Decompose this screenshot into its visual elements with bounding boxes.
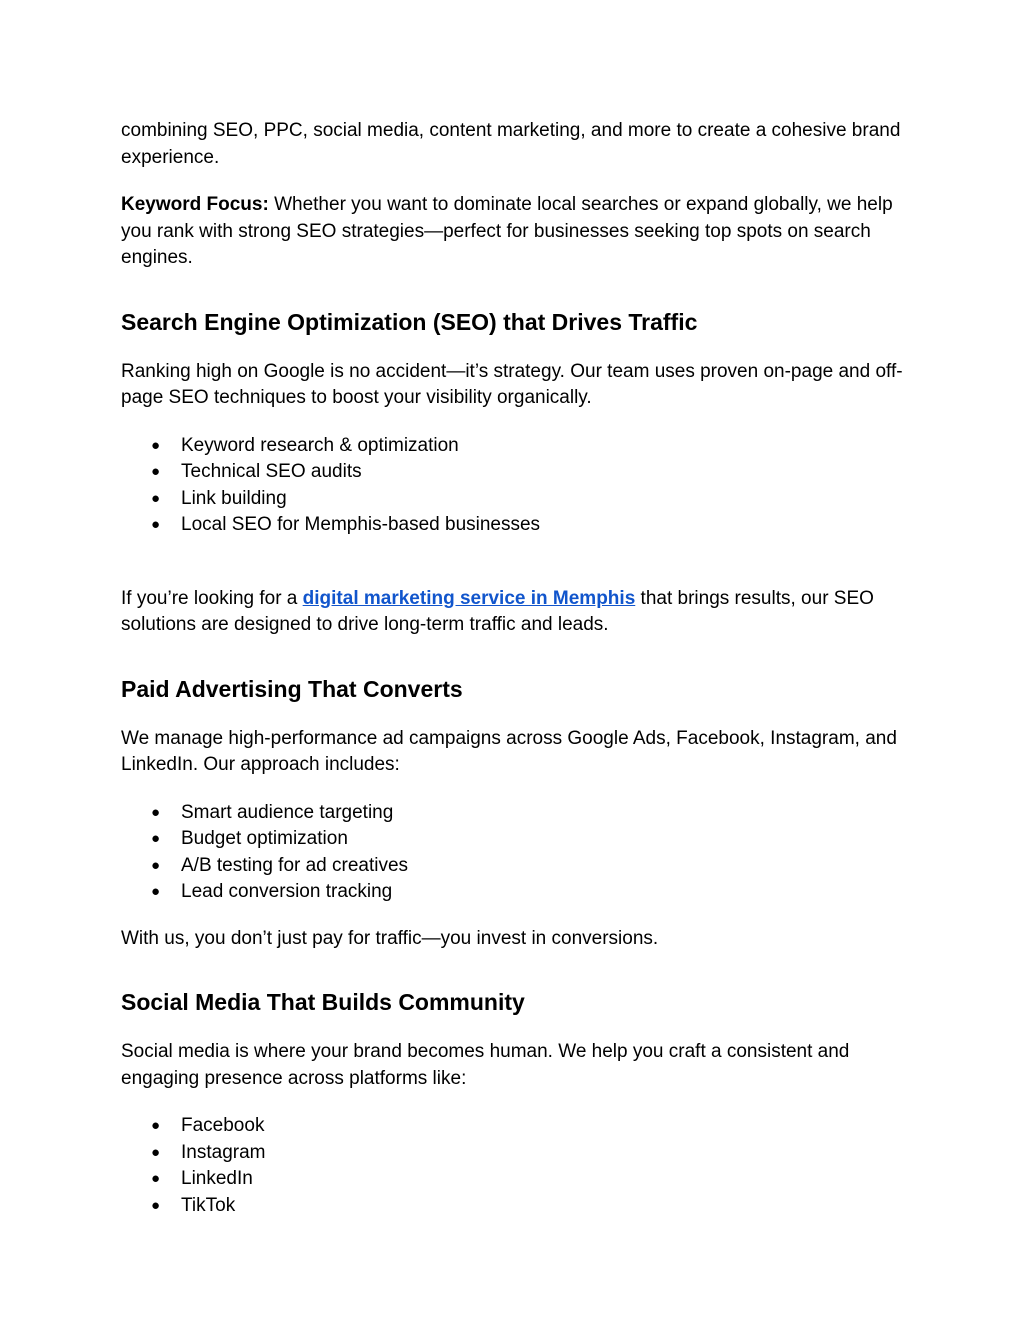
seo-cta-before: If you’re looking for a <box>121 587 303 609</box>
list-item: ● TikTok <box>121 1193 911 1220</box>
list-item: ● Facebook <box>121 1113 911 1140</box>
list-item: ● A/B testing for ad creatives <box>121 853 911 880</box>
keyword-focus-label: Keyword Focus: <box>121 194 269 215</box>
seo-list <box>121 433 911 539</box>
list-item: ● Keyword research & optimization <box>121 433 911 460</box>
social-list <box>121 1113 911 1219</box>
list-item: ● Smart audience targeting <box>121 800 911 827</box>
social-heading: Social Media That Builds Community <box>121 989 525 1015</box>
keyword-focus-paragraph <box>121 192 911 272</box>
paid-list <box>121 800 911 906</box>
paid-paragraph: We manage high-performance ad campaigns across Google Ads, Facebook, Instagram, and LinkedIn. Our approach includes: <box>121 727 897 775</box>
digital-marketing-link[interactable]: digital marketing service in Memphis <box>302 587 636 609</box>
list-item: ● LinkedIn <box>121 1166 911 1193</box>
intro-paragraph: combining SEO, PPC, social media, content marketing, and more to create a cohesive brand experience. <box>121 120 901 168</box>
keyword-focus-text: Whether you want to dominate local searches or expand globally, we help you rank with strong SEO strategies—perfect for businesses seeking top spots on search engines. <box>121 194 893 268</box>
seo-heading: Search Engine Optimization (SEO) that Drives Traffic <box>121 308 698 335</box>
list-item: ● Lead conversion tracking <box>121 879 911 906</box>
list-item: ● Technical SEO audits <box>121 459 911 486</box>
paid-heading: Paid Advertising That Converts <box>121 675 463 702</box>
list-item: ● Link building <box>121 486 911 513</box>
list-item: ● Local SEO for Memphis-based businesses <box>121 512 911 539</box>
list-item: ● Instagram <box>121 1140 911 1167</box>
document-page <box>121 118 911 1219</box>
paid-closing: With us, you don’t just pay for traffic—you invest in conversions. <box>121 927 659 949</box>
social-paragraph: Social media is where your brand becomes human. We help you craft a consistent and engaging presence across platforms like: <box>121 1041 850 1089</box>
list-item: ● Budget optimization <box>121 826 911 853</box>
seo-paragraph: Ranking high on Google is no accident—it’s strategy. Our team uses proven on-page and off-page SEO techniques to boost your visibility organically. <box>121 360 903 408</box>
seo-cta-after: that brings results, our SEO solutions are designed to drive long-term traffic and leads. <box>121 587 874 635</box>
seo-cta-paragraph <box>121 586 911 639</box>
